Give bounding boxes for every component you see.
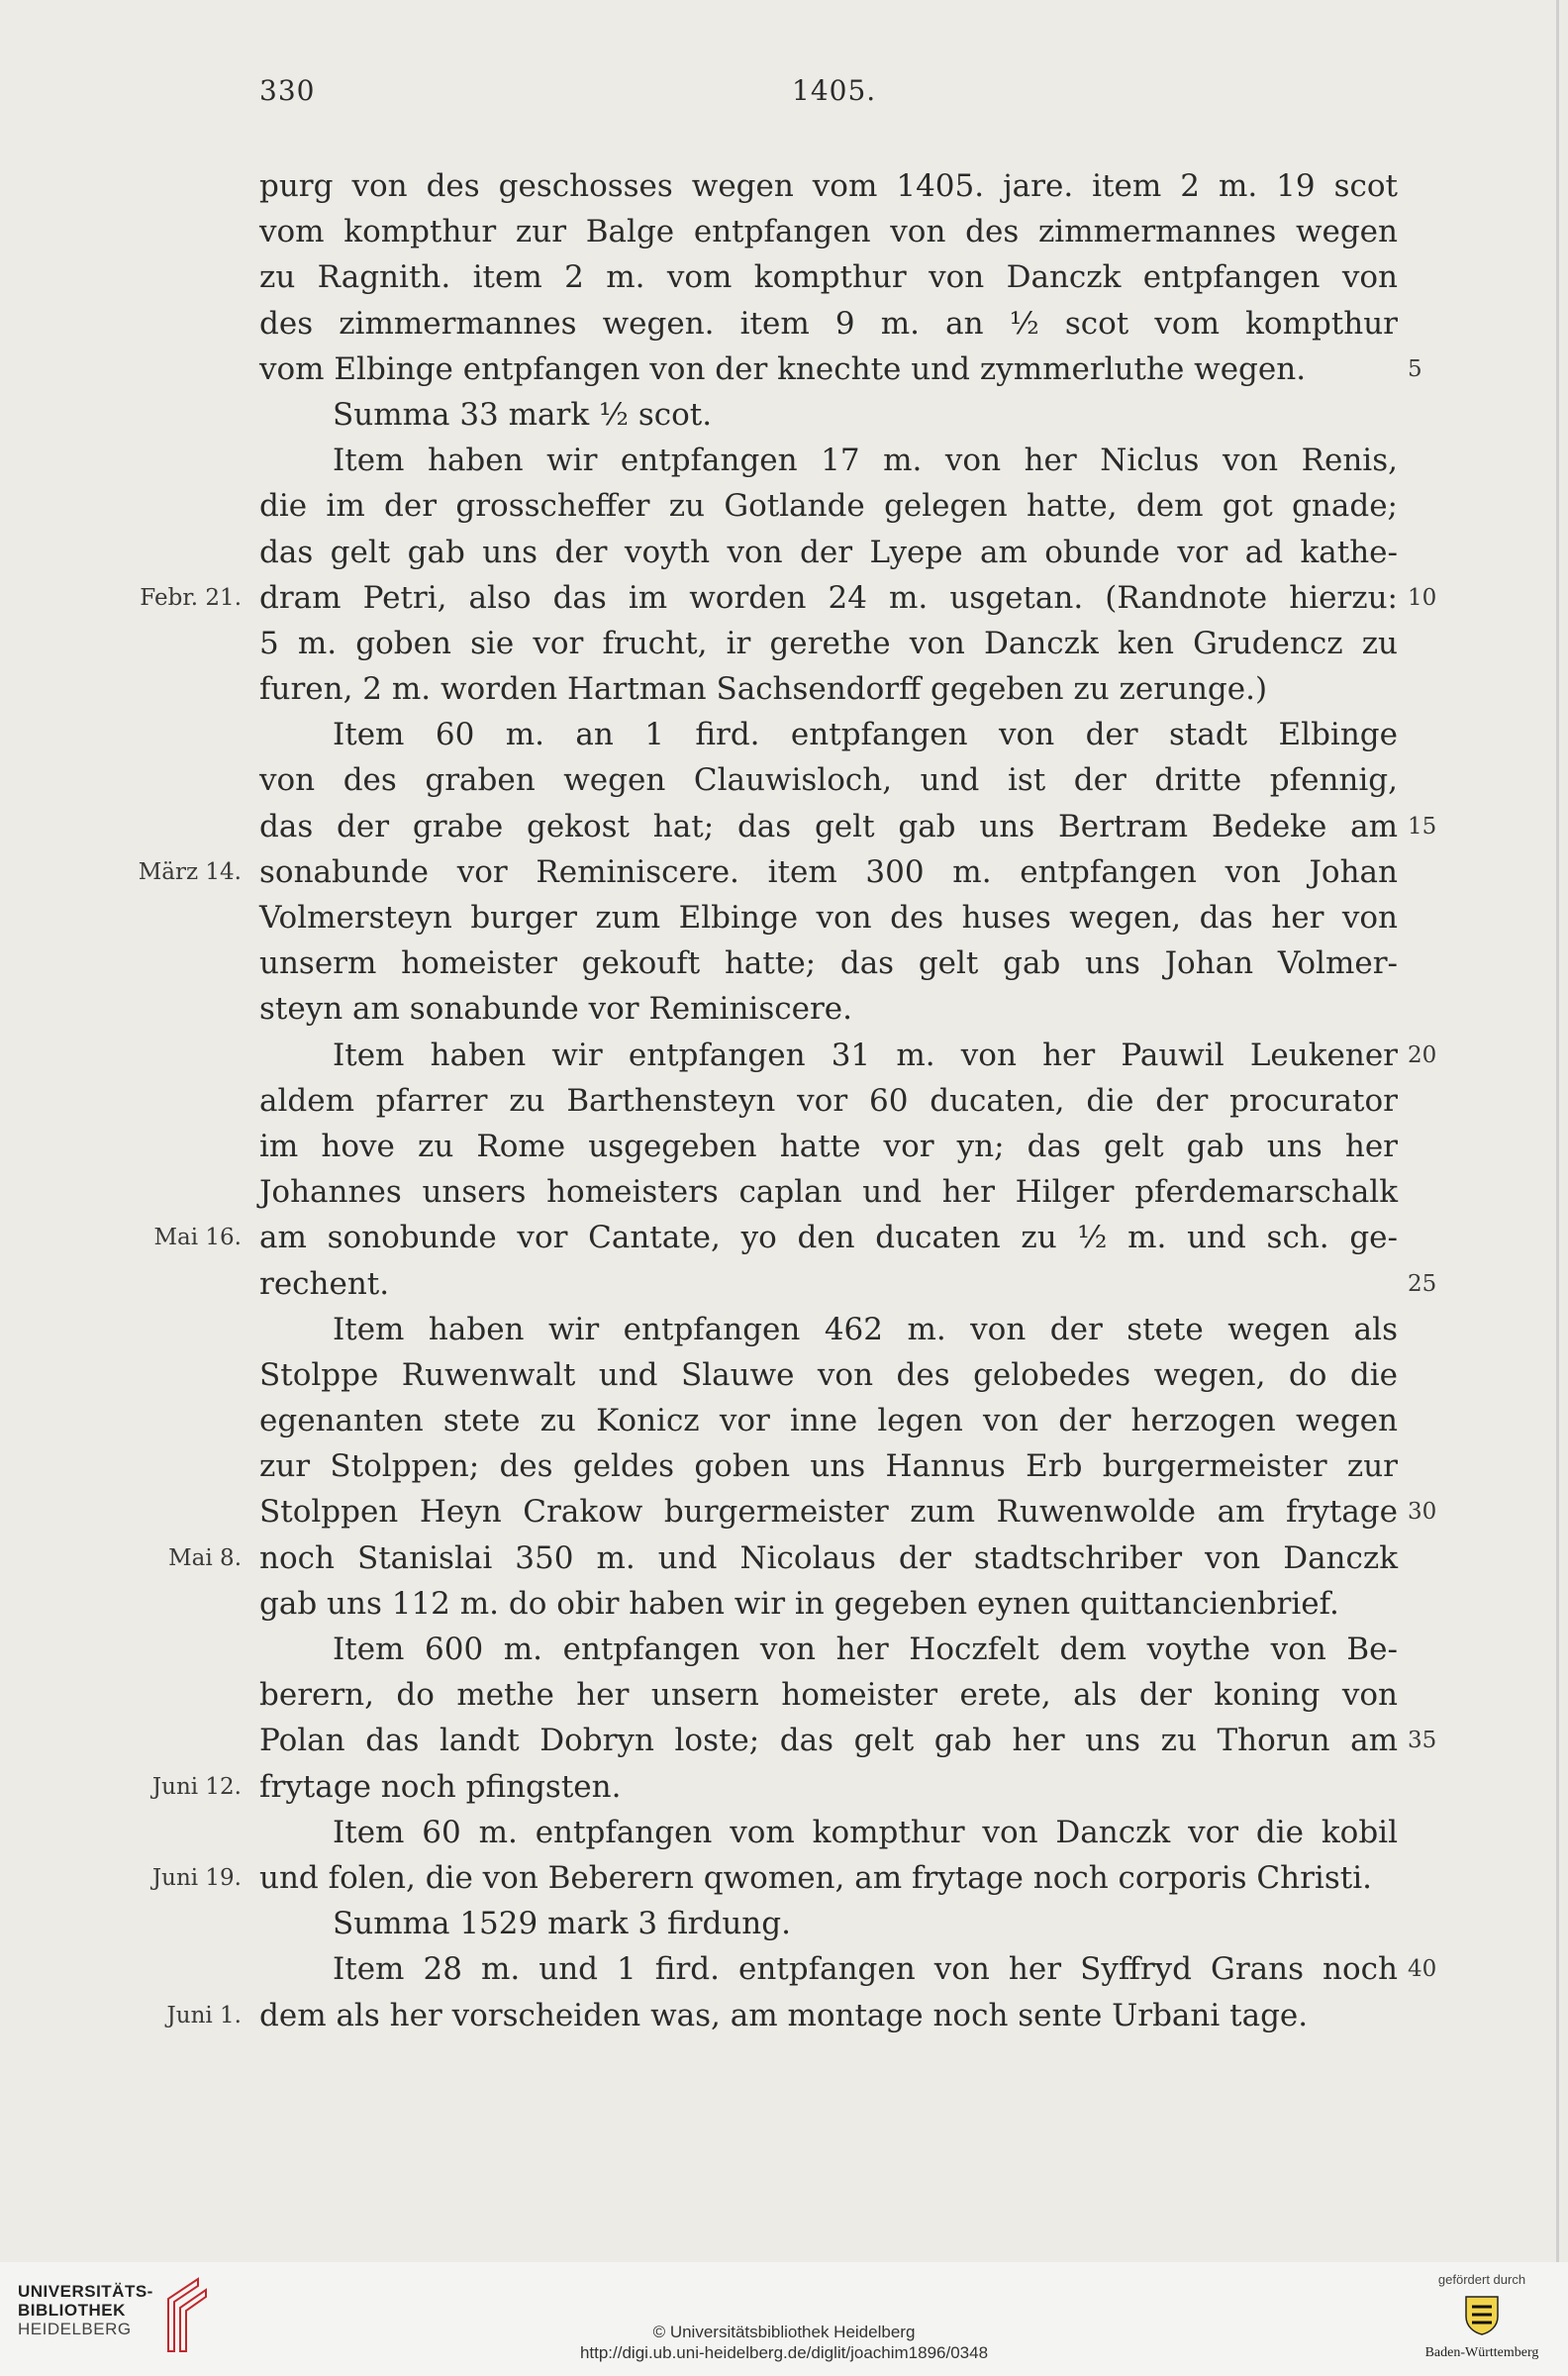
text-line	[140, 575, 1437, 621]
text-line	[259, 163, 1398, 209]
margin-date: Mai 16.	[153, 1225, 242, 1251]
text-line	[259, 1169, 1398, 1215]
text-line-content: Stolppen Heyn Crakow burgermeister zum Ruwenwolde am frytage	[259, 1494, 1398, 1531]
text-line	[138, 849, 1398, 895]
line-number: 5	[1408, 355, 1422, 382]
line-number: 10	[1408, 584, 1437, 611]
text-line	[259, 1718, 1437, 1763]
text-line	[259, 712, 1398, 757]
text-line	[259, 346, 1422, 392]
text-line	[168, 1535, 1398, 1581]
text-line-content: am sonobunde vor Cantate, yo den ducaten zu ½ m. und sch. ge-	[259, 1220, 1398, 1256]
text-line	[259, 1078, 1398, 1124]
margin-date: Mai 8.	[168, 1544, 242, 1571]
text-line-content: dram Petri, also das im worden 24 m. usgetan. (Randnote hierzu:	[259, 579, 1398, 616]
running-header-year: 1405.	[792, 74, 877, 107]
text-line-content: von des graben wegen Clauwisloch, und ist der dritte pfennig,	[259, 762, 1398, 799]
text-line	[259, 1352, 1398, 1398]
line-number: 15	[1408, 813, 1437, 840]
text-line-content: dem als her vorscheiden was, am montage noch sente Urbani tage.	[259, 1997, 1309, 2033]
text-line-content: Stolppe Ruwenwalt und Slauwe von des gelobedes wegen, do die	[259, 1356, 1398, 1393]
line-number: 25	[1408, 1270, 1437, 1297]
text-line	[259, 1124, 1398, 1169]
text-line-content: die im der grosscheffer zu Gotlande gelegen hatte, dem got gnade;	[259, 488, 1398, 525]
text-line-content: im hove zu Rome usgegeben hatte vor yn; das gelt gab uns her	[259, 1128, 1398, 1164]
text-line-content: sonabunde vor Reminiscere. item 300 m. entpfangen von Johan	[259, 853, 1398, 890]
text-line	[259, 209, 1398, 254]
logo-line-1: UNIVERSITÄTS-	[18, 2282, 153, 2301]
text-line	[259, 530, 1398, 575]
margin-date: Juni 19.	[151, 1864, 242, 1891]
line-number: 20	[1408, 1041, 1437, 1068]
text-line	[259, 940, 1398, 986]
text-line-content: noch Stanislai 350 m. und Nicolaus der stadtschriber von Danczk	[259, 1539, 1398, 1576]
text-line-content: zur Stolppen; des geldes goben uns Hannus Erb burgermeister zur	[259, 1448, 1398, 1485]
text-line	[259, 757, 1398, 803]
text-line	[259, 1946, 1437, 1992]
text-line	[259, 666, 1398, 712]
text-line-content: Item haben wir entpfangen 17 m. von her Niclus von Renis,	[333, 443, 1398, 479]
line-number: 35	[1408, 1728, 1437, 1754]
text-line	[259, 1810, 1398, 1855]
text-line-content: vom Elbinge entpfangen von der knechte und zymmerluthe wegen.	[259, 350, 1307, 387]
text-line	[259, 301, 1398, 346]
text-line-content: des zimmermannes wegen. item 9 m. an ½ scot vom kompthur	[259, 305, 1398, 342]
text-line	[259, 1901, 1398, 1946]
text-line	[259, 1398, 1398, 1443]
text-line-content: rechent.	[259, 1265, 390, 1302]
text-line	[259, 254, 1398, 300]
text-line-content: Item haben wir entpfangen 31 m. von her Pauwil Leukener	[333, 1037, 1398, 1073]
sponsor-label: gefördert durch	[1437, 2272, 1526, 2287]
text-line-content: berern, do methe her unsern homeister erete, als der koning von	[259, 1677, 1398, 1714]
footer-bar	[0, 2262, 1568, 2376]
text-line	[151, 1855, 1398, 1901]
text-line-content: frytage noch pfingsten.	[259, 1768, 622, 1805]
text-line	[259, 1033, 1437, 1078]
text-line	[259, 483, 1398, 529]
text-line-content: aldem pfarrer zu Barthensteyn vor 60 ducaten, die der procurator	[259, 1082, 1398, 1119]
text-line	[153, 1215, 1398, 1260]
text-line	[166, 1993, 1398, 2038]
text-line-content: 5 m. goben sie vor frucht, ir gerethe von Danczk ken Grudencz zu	[259, 625, 1398, 661]
text-line	[259, 986, 1398, 1032]
main-text	[138, 163, 1437, 2038]
text-line-content: Item 60 m. entpfangen vom kompthur von Danczk vor die kobil	[333, 1814, 1398, 1850]
text-line-content: Item haben wir entpfangen 462 m. von der stete wegen als	[333, 1311, 1398, 1347]
text-line	[259, 1489, 1437, 1534]
text-line-content: Summa 1529 mark 3 firdung.	[333, 1906, 791, 1942]
text-line-content: vom kompthur zur Balge entpfangen von des zimmermannes wegen	[259, 214, 1398, 250]
text-line	[259, 438, 1398, 483]
text-line-content: Polan das landt Dobryn loste; das gelt gab her uns zu Thorun am	[259, 1723, 1398, 1759]
text-line	[259, 895, 1398, 940]
permalink-url[interactable]: http://digi.ub.uni-heidelberg.de/diglit/joachim1896/0348	[579, 2343, 989, 2362]
line-number: 30	[1408, 1499, 1437, 1526]
text-line-content: Volmersteyn burger zum Elbinge von des huses wegen, das her von	[259, 900, 1398, 936]
text-line-content: Item 28 m. und 1 ﬁrd. entpfangen von her Syffryd Grans noch	[333, 1951, 1398, 1988]
text-line	[259, 1443, 1398, 1489]
text-line-content: und folen, die von Beberern qwomen, am frytage noch corporis Christi.	[259, 1859, 1372, 1896]
coat-of-arms-icon	[1462, 2293, 1502, 2336]
line-number: 40	[1408, 1956, 1437, 1983]
text-line-content: steyn am sonabunde vor Reminiscere.	[259, 991, 852, 1028]
sponsor-block	[1418, 2272, 1546, 2361]
text-line-content: purg von des geschosses wegen vom 1405. jare. item 2 m. 19 scot	[259, 168, 1398, 204]
text-line	[151, 1764, 1398, 1810]
text-line-content: zu Ragnith. item 2 m. vom kompthur von Danczk entpfangen von	[259, 259, 1398, 296]
margin-date: Febr. 21.	[140, 584, 242, 611]
copyright-notice	[0, 2322, 1568, 2363]
text-line	[259, 621, 1398, 666]
text-line-content: Summa 33 mark ½ scot.	[333, 396, 713, 433]
text-line-content: unserm homeister gekouft hatte; das gelt gab uns Johan Volmer-	[259, 945, 1398, 982]
text-line-content: furen, 2 m. worden Hartman Sachsendorff gegeben zu zerunge.)	[259, 671, 1268, 708]
text-line	[259, 1672, 1398, 1718]
text-line	[259, 1261, 1437, 1307]
text-line-content: das der grabe gekost hat; das gelt gab uns Bertram Bedeke am	[259, 808, 1398, 844]
page-number: 330	[259, 74, 316, 107]
margin-date: Juni 1.	[166, 2002, 242, 2029]
margin-date: Juni 12.	[151, 1773, 242, 1800]
sponsor-name: Baden-Württemberg	[1424, 2345, 1539, 2360]
text-line-content: das gelt gab uns der voyth von der Lyepe am obunde vor ad kathe-	[259, 534, 1398, 570]
text-line-content: egenanten stete zu Konicz vor inne legen von der herzogen wegen	[259, 1403, 1398, 1439]
text-line	[259, 1627, 1398, 1672]
text-line	[259, 392, 1398, 438]
text-line-content: Item 60 m. an 1 ﬁrd. entpfangen von der stadt Elbinge	[333, 717, 1398, 753]
text-line-content: gab uns 112 m. do obir haben wir in gegeben eynen quittancienbrief.	[259, 1585, 1339, 1622]
text-line-content: Item 600 m. entpfangen von her Hoczfelt dem voythe von Be-	[333, 1632, 1398, 1667]
copyright-text: © Universitätsbibliothek Heidelberg	[652, 2323, 916, 2341]
text-line	[259, 1307, 1398, 1352]
text-line	[259, 1581, 1398, 1627]
logo-line-3: HEIDELBERG	[18, 2320, 132, 2338]
logo-line-2: BIBLIOTHEK	[18, 2301, 126, 2320]
text-line-content: Johannes unsers homeisters caplan und her Hilger pferdemarschalk	[259, 1174, 1398, 1211]
margin-date: März 14.	[138, 858, 242, 885]
text-line	[259, 804, 1437, 849]
